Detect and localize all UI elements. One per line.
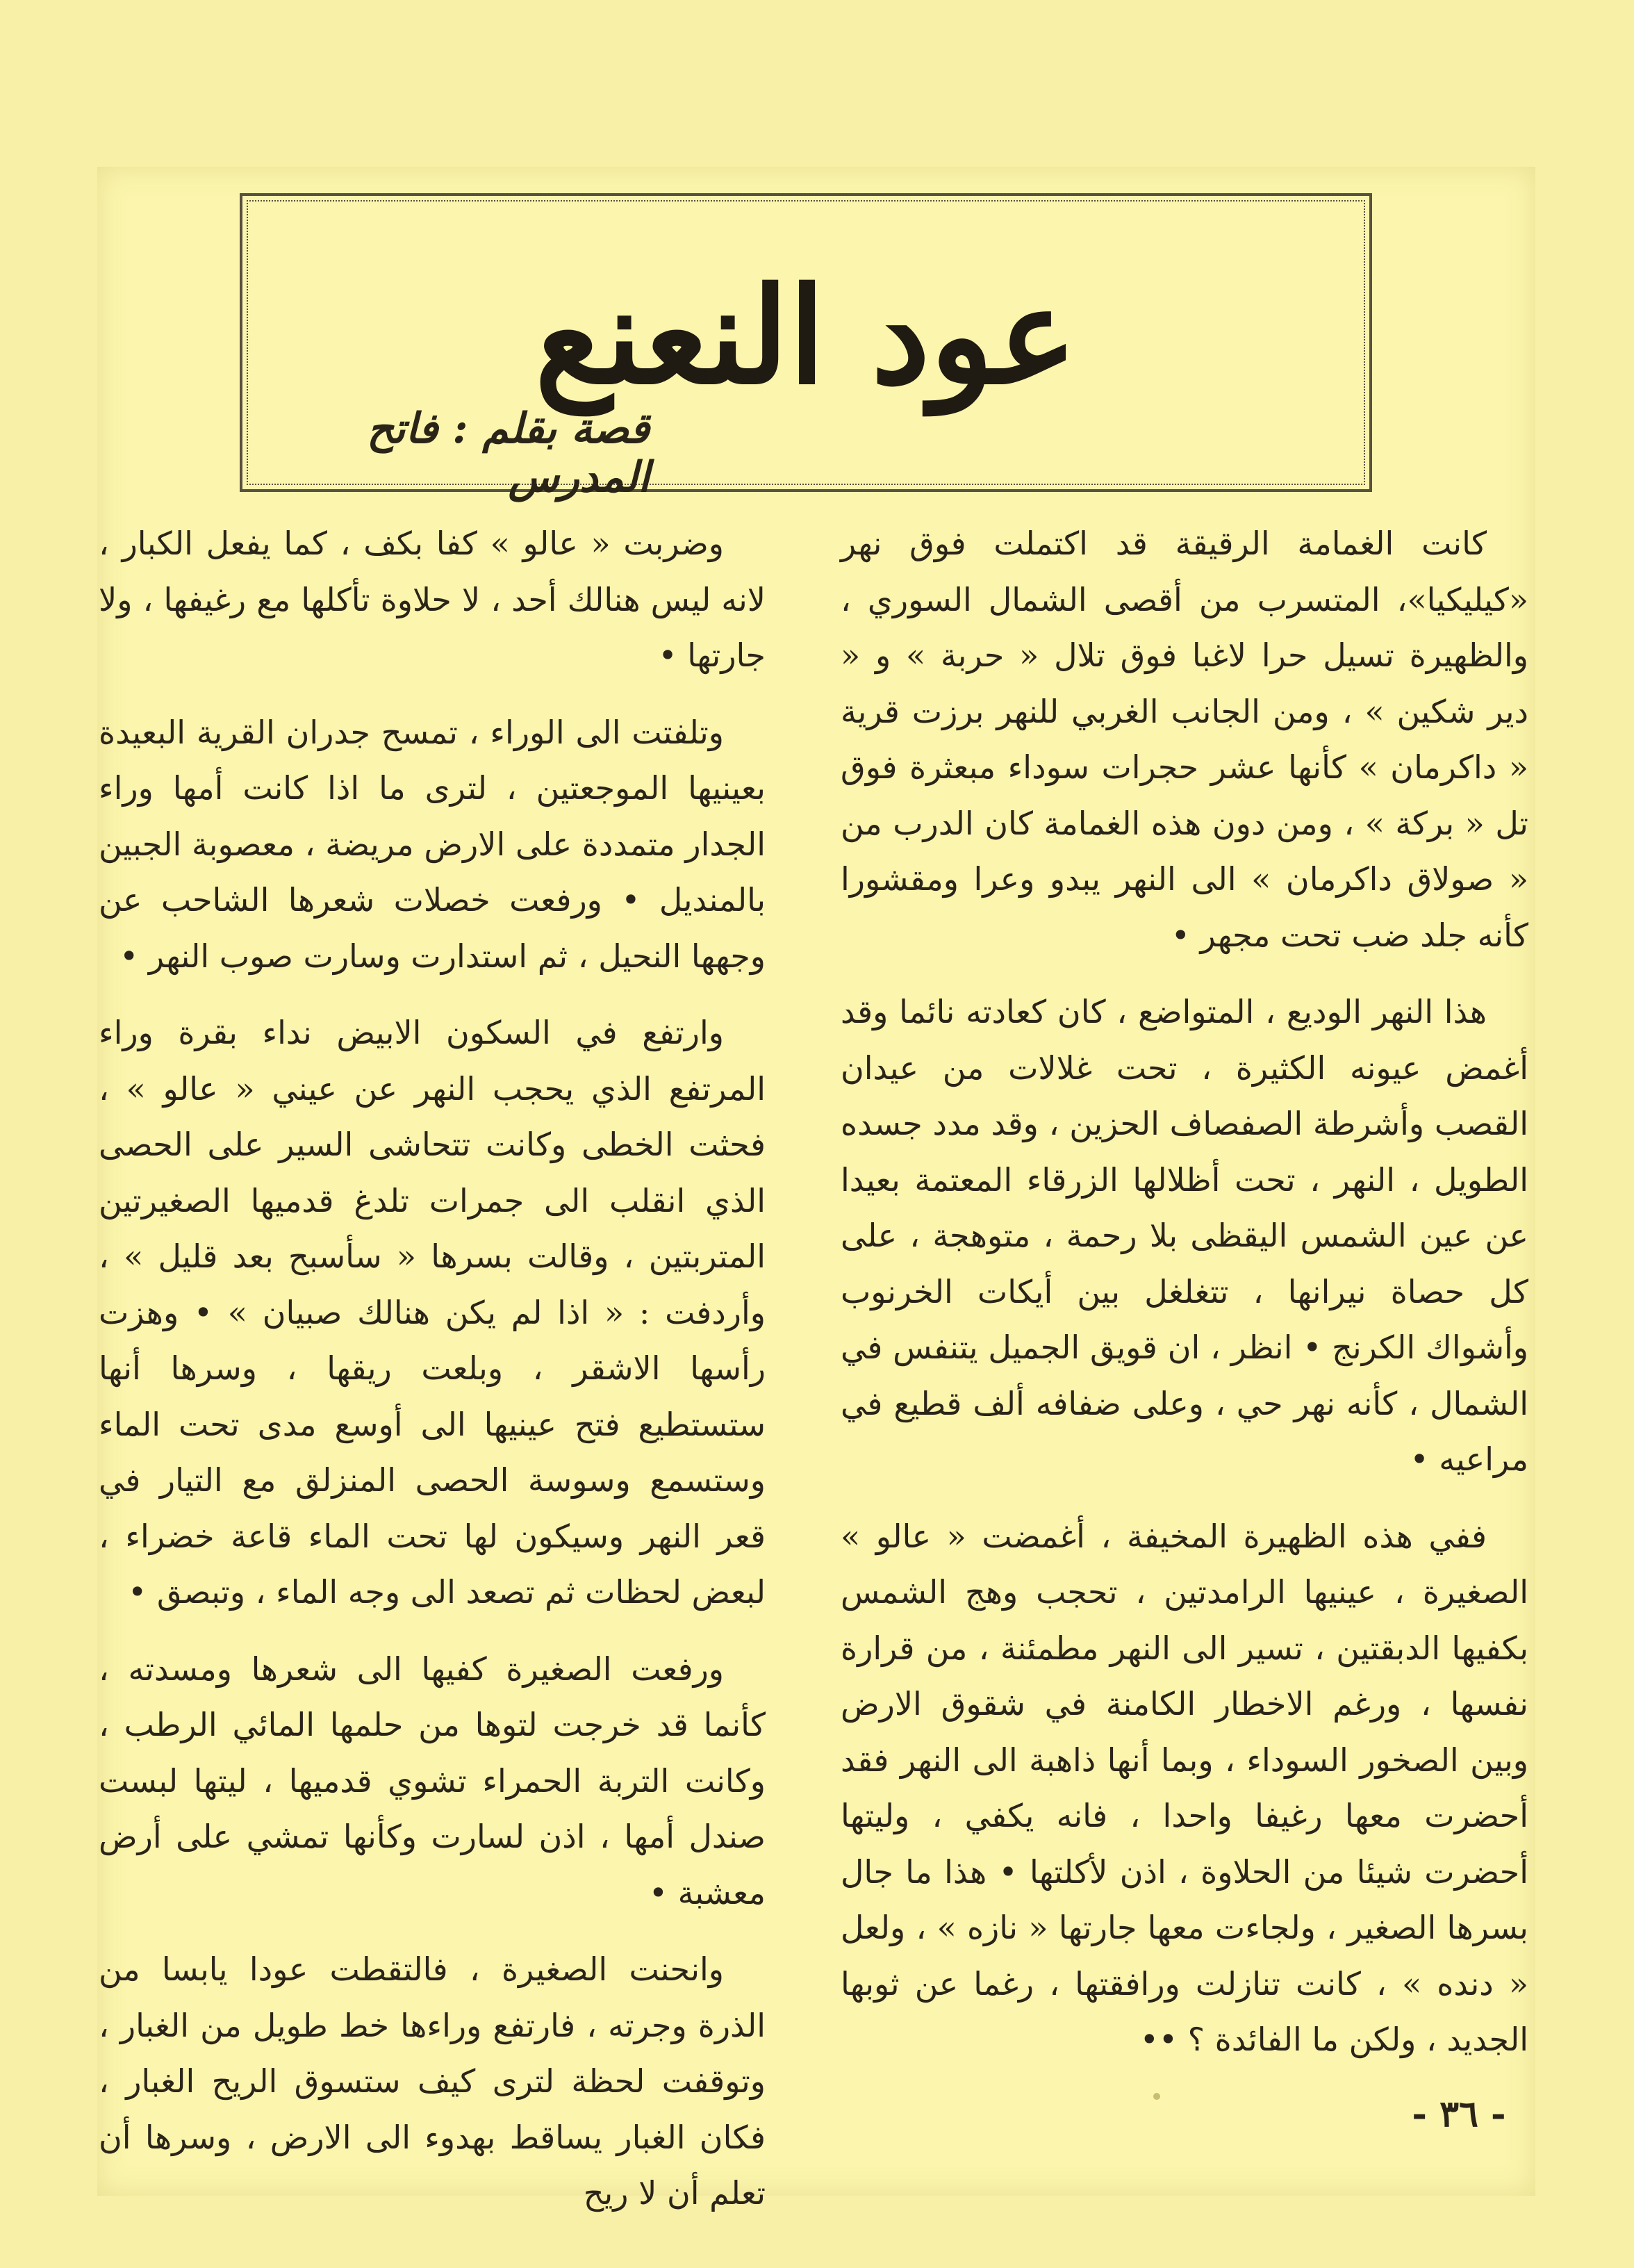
paragraph: وانحنت الصغيرة ، فالتقطت عودا يابسا من الذرة وجرته ، فارتفع وراءها خط طويل من الغبار ، وتوقفت لحظة لترى كيف ستسوق الريح الغبار ، فكان الغبار يساقط بهدوء الى الارض ، وسرها أن تعلم أن لا ريح [99, 1950, 766, 2212]
page-number: - ٣٦ - [1412, 2093, 1506, 2135]
right-text-column [841, 516, 1528, 2089]
paragraph: كانت الغمامة الرقيقة قد اكتملت فوق نهر «كيليكيا»، المتسرب من أقصى الشمال السوري ، والظهيرة تسيل حرا لاغبا فوق تلال « حربة » و « دير شكين » ، ومن الجانب الغربي للنهر برزت قرية « داكرمان » كأنها عشر حجرات سوداء مبعثرة فوق تل « بركة » ، ومن دون هذه الغمامة كان الدرب من « صولاق داكرمان » الى النهر يبدو وعرا ومقشورا كأنه جلد ضب تحت مجهر • [841, 525, 1528, 954]
paragraph: وتلفتت الى الوراء ، تمسح جدران القرية البعيدة بعينيها الموجعتين ، لترى ما اذا كانت أمها وراء الجدار متمددة على الارض مريضة ، معصوبة الجبين بالمنديل • ورفعت خصلات شعرها الشاحب عن وجهها النحيل ، ثم استدارت وسارت صوب النهر • [99, 713, 766, 975]
print-speck [1153, 2093, 1160, 2100]
paragraph: هذا النهر الوديع ، المتواضع ، كان كعادته نائما وقد أغمض عيونه الكثيرة ، تحت غلالات من عيدان القصب وأشرطة الصفصاف الحزين ، وقد مدد جسده الطويل ، النهر ، تحت أظلالها الزرقاء المعتمة بعيدا عن عين الشمس اليقظى بلا رحمة ، متوهجة ، على كل حصاة نيرانها ، تتغلغل بين أيكات الخرنوب وأشواك الكرنج • انظر ، ان قويق الجميل يتنفس في الشمال ، كأنه نهر حي ، وعلى ضفافه ألف قطيع في مراعيه • [841, 993, 1528, 1478]
story-title: عود النعنع [534, 258, 1078, 413]
title-frame [240, 193, 1372, 502]
left-text-column [99, 516, 766, 2212]
author-byline: قصة بقلم : فاتح المدرس [367, 404, 650, 502]
paragraph: ففي هذه الظهيرة المخيفة ، أغمضت « عالو » الصغيرة ، عينيها الرامدتين ، تحجب وهج الشمس بكفيها الدبقتين ، تسير الى النهر مطمئنة ، من قرارة نفسها ، ورغم الاخطار الكامنة في شقوق الارض وبين الصخور السوداء ، وبما أنها ذاهبة الى النهر فقد أحضرت معها رغيفا واحدا ، فانه يكفي ، وليتها أحضرت شيئا من الحلاوة ، اذن لأكلتها • هذا ما جال بسرها الصغير ، ولجاءت معها جارتها « نازه » ، ولعل « دنده » ، كانت تنازلت ورافقتها ، رغما عن ثوبها الجديد ، ولكن ما الفائدة ؟ •• [841, 1517, 1528, 2058]
paragraph: وضربت « عالو » كفا بكف ، كما يفعل الكبار ، لانه ليس هنالك أحد ، لا حلاوة تأكلها مع رغيفها ، ولا جارتها • [99, 525, 766, 674]
paragraph: ورفعت الصغيرة كفيها الى شعرها ومسدته ، كأنما قد خرجت لتوها من حلمها المائي الرطب ، وكانت التربة الحمراء تشوي قدميها ، ليتها لبست صندل أمها ، اذن لسارت وكأنها تمشي على أرض معشبة • [99, 1650, 766, 1912]
paragraph: وارتفع في السكون الابيض نداء بقرة وراء المرتفع الذي يحجب النهر عن عيني « عالو » ، فحثت الخطى وكانت تتحاشى السير على الحصى الذي انقلب الى جمرات تلدغ قدميها الصغيرتين المتربتين ، وقالت بسرها « سأسبح بعد قليل » ، وأردفت : « اذا لم يكن هنالك صبيان » • وهزت رأسها الاشقر ، وبلعت ريقها ، وسرها أنها ستستطيع فتح عينيها الى أوسع مدى تحت الماء وستسمع وسوسة الحصى المنزلق مع التيار في قعر النهر وسيكون لها تحت الماء قاعة خضراء ، لبعض لحظات ثم تصعد الى وجه الماء ، وتبصق • [99, 1014, 766, 1611]
